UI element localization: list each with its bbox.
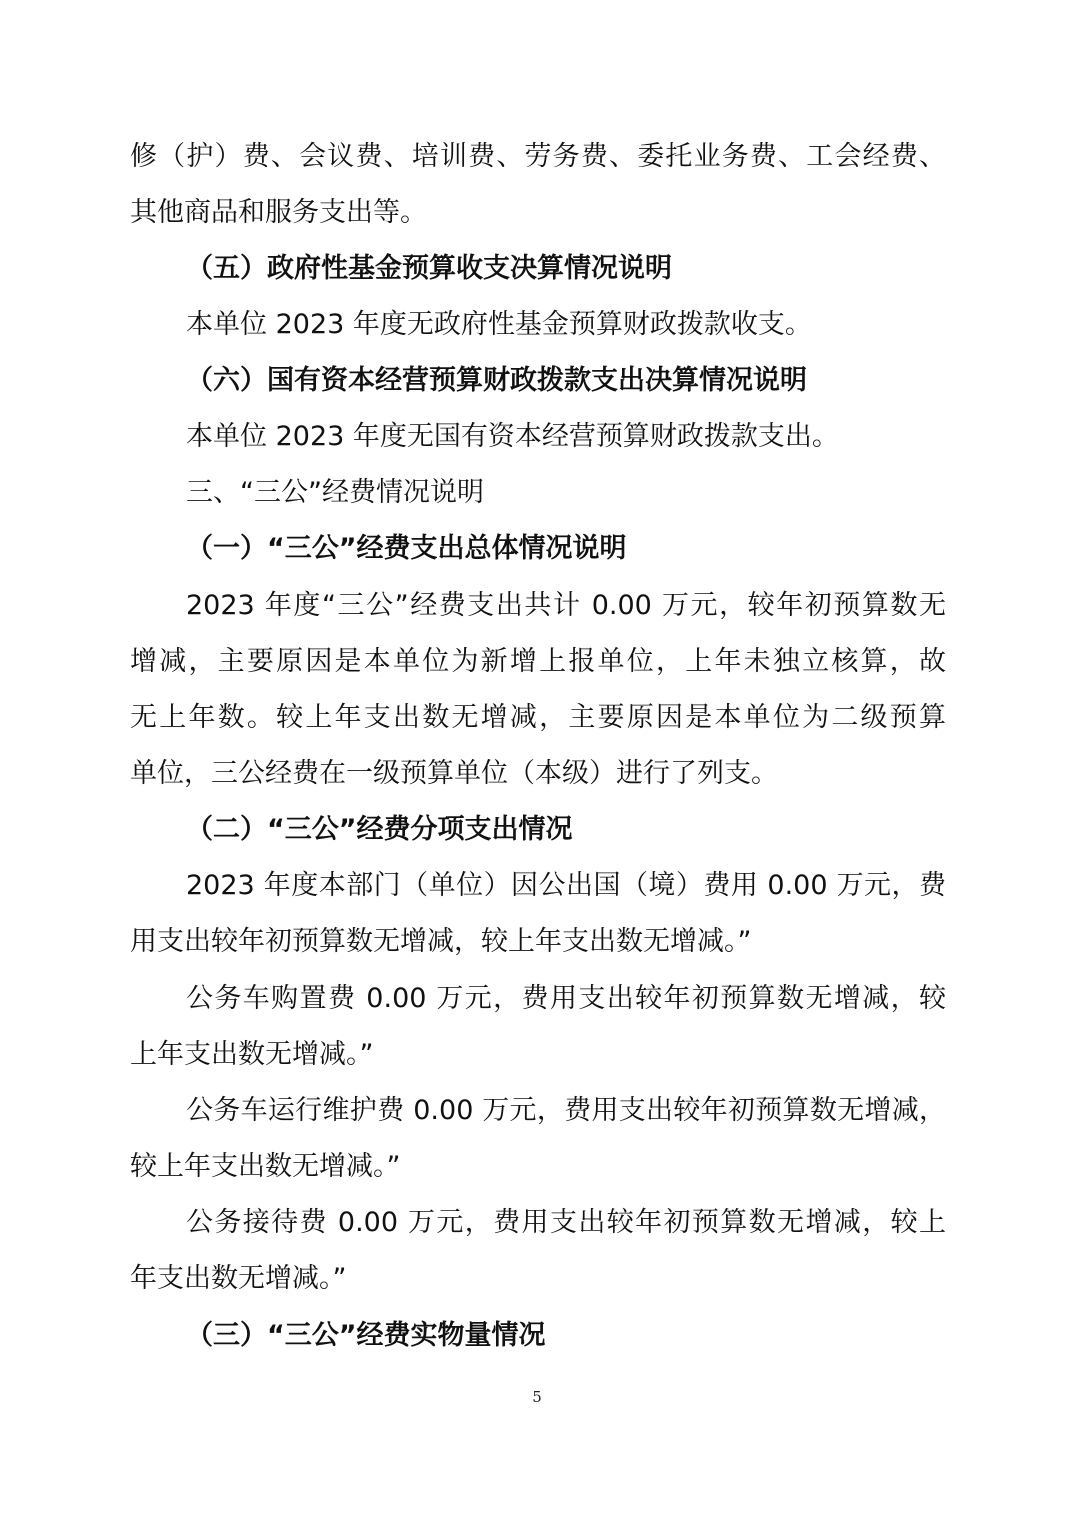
body-text-line: 上年支出数无增减。”	[130, 1039, 374, 1070]
body-text-line: 年支出数无增减。”	[130, 1263, 347, 1294]
body-text-line: 本单位 2023 年度无国有资本经营预算财政拨款支出。	[186, 421, 839, 452]
chapter-heading: 三、“三公”经费情况说明	[186, 477, 484, 508]
body-text-line: 公务车运行维护费 0.00 万元，费用支出较年初预算数无增减，	[186, 1095, 946, 1126]
body-text-line: 单位，三公经费在一级预算单位（本级）进行了列支。	[130, 758, 778, 789]
section-heading: （六）国有资本经营预算财政拨款支出决算情况说明	[186, 365, 807, 396]
body-text-line: 较上年支出数无增减。”	[130, 1151, 401, 1182]
body-text-line: 2023 年度本部门（单位）因公出国（境）费用 0.00 万元，费	[186, 870, 946, 901]
body-text-line: 修（护）费、会议费、培训费、劳务费、委托业务费、工会经费、	[130, 141, 946, 172]
page-number: 5	[532, 1388, 542, 1406]
body-text-line: 无上年数。较上年支出数无增减，主要原因是本单位为二级预算	[130, 702, 946, 733]
body-text-line: 2023 年度“三公”经费支出共计 0.00 万元，较年初预算数无	[186, 590, 946, 621]
section-heading: （二）“三公”经费分项支出情况	[186, 814, 573, 845]
body-text-line: 用支出较年初预算数无增减，较上年支出数无增减。”	[130, 926, 752, 957]
section-heading: （三）“三公”经费实物量情况	[186, 1320, 546, 1351]
body-text-line: 其他商品和服务支出等。	[130, 197, 427, 228]
section-heading: （一）“三公”经费支出总体情况说明	[186, 533, 627, 564]
body-text-line: 公务接待费 0.00 万元，费用支出较年初预算数无增减，较上	[186, 1207, 946, 1238]
section-heading: （五）政府性基金预算收支决算情况说明	[186, 253, 672, 284]
body-text-line: 本单位 2023 年度无政府性基金预算财政拨款收支。	[186, 309, 812, 340]
body-text-line: 公务车购置费 0.00 万元，费用支出较年初预算数无增减，较	[186, 983, 946, 1014]
body-text-line: 增减，主要原因是本单位为新增上报单位，上年未独立核算，故	[130, 646, 946, 677]
